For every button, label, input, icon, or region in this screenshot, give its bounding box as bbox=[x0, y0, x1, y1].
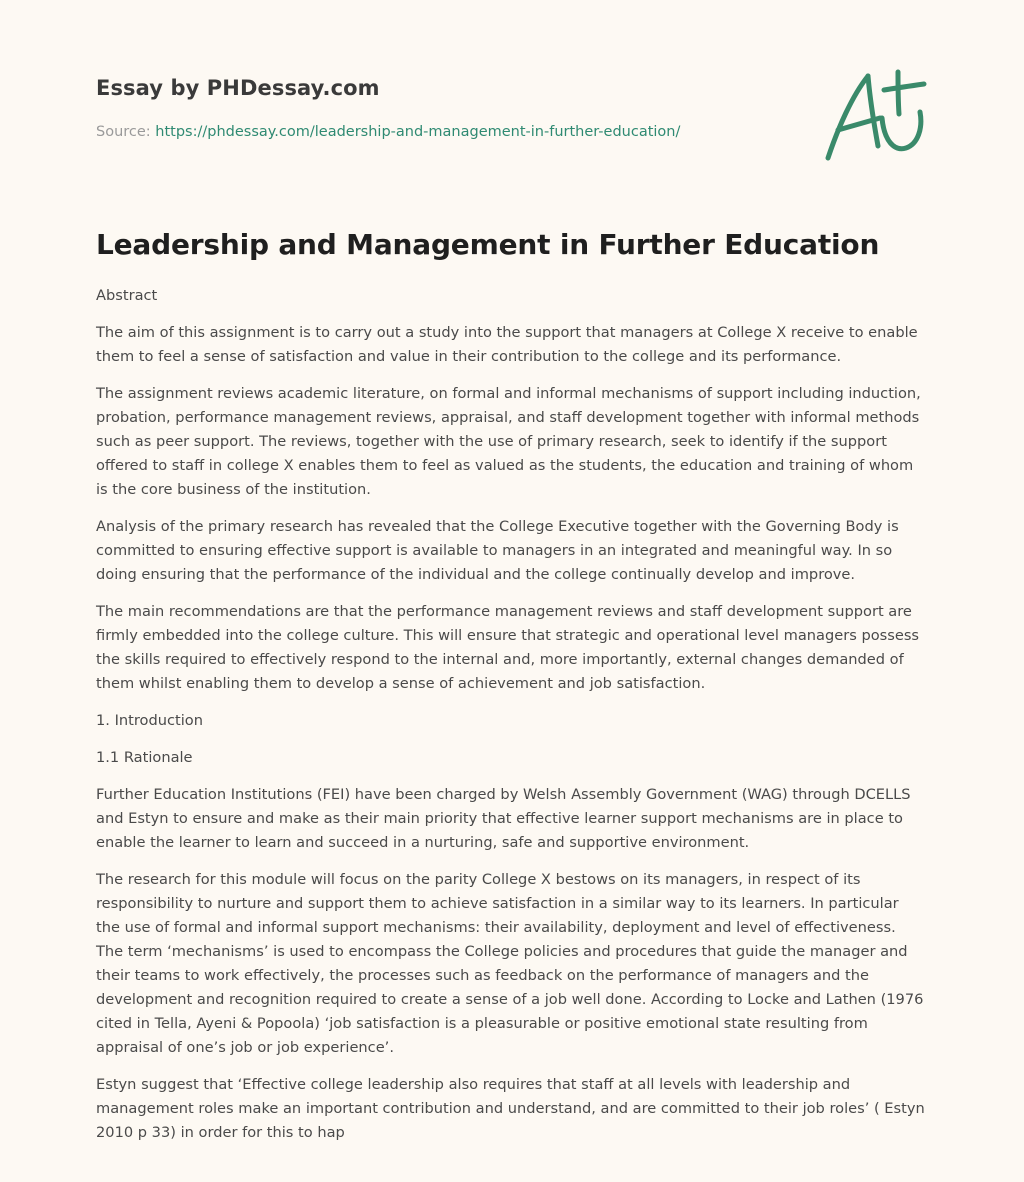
subsection-heading: 1.1 Rationale bbox=[96, 749, 193, 766]
a-plus-icon bbox=[824, 66, 928, 166]
site-title: Essay by PHDessay.com bbox=[96, 76, 380, 100]
document-title: Leadership and Management in Further Education bbox=[96, 228, 880, 261]
paragraph-abstract-heading: Abstract bbox=[96, 287, 158, 304]
section-heading: 1. Introduction bbox=[96, 712, 203, 729]
paragraph: Further Education Institutions (FEI) have been charged by Welsh Assembly Government (WAG) through DCELLS and Estyn to ensure and make as their main priority that effective learner support mechanisms are in place to enable the learner to learn and succeed in a nurturing, safe and supportive environment. bbox=[96, 786, 911, 851]
document-body bbox=[96, 284, 926, 1158]
source-link[interactable]: https://phdessay.com/leadership-and-management-in-further-education/ bbox=[155, 124, 681, 140]
header bbox=[96, 0, 926, 210]
document-page bbox=[96, 0, 926, 1141]
source-label: Source: bbox=[96, 124, 151, 140]
paragraph: The assignment reviews academic literature, on formal and informal mechanisms of support including induction, probation, performance management reviews, appraisal, and staff development together with informal methods such as peer support. The reviews, together with the use of primary research, seek to identify if the support offered to staff in college X enables them to feel as valued as the students, the education and training of whom is the core business of the institution. bbox=[96, 385, 921, 498]
paragraph: The research for this module will focus on the parity College X bestows on its managers, in respect of its responsibility to nurture and support them to achieve satisfaction in a similar way to its learners. In particular the use of formal and informal support mechanisms: their availability, deployment and level of effectiveness. The term ‘mechanisms’ is used to encompass the College policies and procedures that guide the manager and their teams to work effectively, the processes such as feedback on the performance of managers and the development and recognition required to create a sense of a job well done. According to Locke and Lathen (1976 cited in Tella, Ayeni & Popoola) ‘job satisfaction is a pleasurable or positive emotional state resulting from appraisal of one’s job or job experience’. bbox=[96, 871, 924, 1056]
paragraph: Estyn suggest that ‘Effective college leadership also requires that staff at all levels with leadership and management roles make an important contribution and understand, and are committed to their job roles’ ( Estyn 2010 p 33) in order for this to hap bbox=[96, 1076, 925, 1141]
paragraph: The aim of this assignment is to carry out a study into the support that managers at College X receive to enable them to feel a sense of satisfaction and value in their contribution to the college and its performance. bbox=[96, 324, 918, 365]
paragraph: Analysis of the primary research has revealed that the College Executive together with the Governing Body is committed to ensuring effective support is available to managers in an integrated and meaningful way. In so doing ensuring that the performance of the individual and the college continually develop and improve. bbox=[96, 518, 899, 583]
paragraph: The main recommendations are that the performance management reviews and staff development support are firmly embedded into the college culture. This will ensure that strategic and operational level managers possess the skills required to effectively respond to the internal and, more importantly, external changes demanded of them whilst enabling them to develop a sense of achievement and job satisfaction. bbox=[96, 603, 920, 692]
source-line bbox=[96, 124, 680, 140]
